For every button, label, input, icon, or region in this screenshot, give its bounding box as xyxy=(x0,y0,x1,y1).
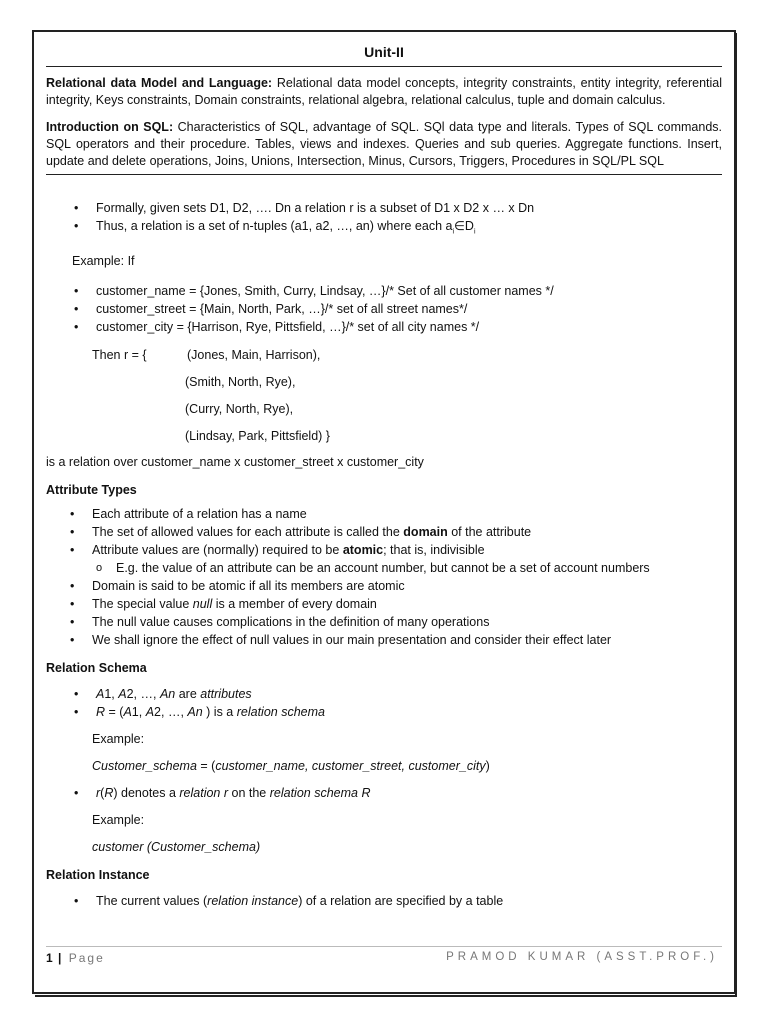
italic: An xyxy=(159,686,176,701)
domain-def: customer_city = {Harrison, Rye, Pittsfield, …} xyxy=(96,319,346,334)
attribute-types-heading: Attribute Types xyxy=(46,482,137,497)
list-item xyxy=(96,784,722,802)
page-separator: | xyxy=(52,951,69,965)
italic: R xyxy=(96,704,106,719)
text: on the xyxy=(228,785,270,800)
syllabus-relational xyxy=(46,75,722,109)
list-item: • Each attribute of a relation has a name xyxy=(92,505,722,523)
element-of-symbol: ∈D xyxy=(454,219,474,233)
author-name: PRAMOD KUMAR (ASST.PROF.) xyxy=(446,951,718,963)
item-text: of the attribute xyxy=(447,524,532,539)
italic: R xyxy=(104,785,114,800)
list-item xyxy=(96,703,722,721)
syllabus-block xyxy=(46,75,722,174)
text: = ( xyxy=(105,704,124,719)
list-item: • Formally, given sets D1, D2, …. Dn a relation r is a subset of D1 x D2 x … x Dn xyxy=(96,199,722,217)
syllabus-sql-text: Characteristics of SQL, advantage of SQL. SQl data type and literals. Types of SQL commands. SQL operators and their procedure. Tables, views and indexes. Queries and sub queries. Aggregate functions. Insert, update and delete operations, Joins, Unions, Intersection, Minus, Cursors, Triggers, Procedures in SQL/PL SQL xyxy=(46,120,722,168)
relation-tuple: (Lindsay, Park, Pittsfield) } xyxy=(185,428,330,443)
relation-example xyxy=(46,346,722,445)
text: = ( xyxy=(196,758,216,773)
list-item: • We shall ignore the effect of null values in our main presentation and consider their effect later xyxy=(92,631,722,649)
italic: A xyxy=(145,704,155,719)
page-footer xyxy=(46,946,722,969)
example-label: Example: If xyxy=(72,253,135,268)
tuple-text: Thus, a relation is a set of n-tuples (a1, a2, …, an) where each a xyxy=(96,219,453,233)
text: 2, …, xyxy=(126,686,160,701)
item-bold: domain xyxy=(403,524,448,539)
relation-tuple: (Smith, North, Rye), xyxy=(185,374,296,389)
list-item xyxy=(92,595,722,613)
schema-example-label: Example: xyxy=(92,731,145,746)
domain-comment: /* set of all street names*/ xyxy=(324,301,468,316)
syllabus-rule xyxy=(46,174,722,175)
relation-instance-heading: Relation Instance xyxy=(46,867,150,882)
italic: A xyxy=(96,686,105,701)
relation-tuple: (Curry, North, Rye), xyxy=(185,401,294,416)
formal-definition-list xyxy=(46,199,722,242)
italic: An xyxy=(187,704,203,719)
page-word: Page xyxy=(68,951,105,965)
italic: customer_name, customer_street, customer_city xyxy=(215,758,486,773)
italic: relation r xyxy=(179,785,229,800)
item-text: The special value xyxy=(92,596,193,611)
domain-comment: /* Set of all customer names */ xyxy=(385,283,554,298)
list-item xyxy=(92,523,722,541)
item-italic: null xyxy=(192,596,213,611)
title-rule xyxy=(46,66,722,67)
relation-open: Then r = { xyxy=(92,347,147,362)
text: ) denotes a xyxy=(113,785,180,800)
text: ) of a relation are specified by a table xyxy=(298,893,504,908)
list-item xyxy=(96,282,722,300)
page-number xyxy=(46,951,105,965)
text: ) xyxy=(485,758,490,773)
text: 2, …, xyxy=(154,704,188,719)
text: ) is a xyxy=(202,704,237,719)
italic: relation schema R xyxy=(269,785,371,800)
text: ( xyxy=(100,785,105,800)
syllabus-relational-text: Relational data model concepts, integrity constraints, entity integrity, referential integrity, Keys constraints, Domain constraints, relational algebra, relational calculus, tuple and domain calculus. xyxy=(46,76,722,107)
italic: Customer_schema xyxy=(92,758,197,773)
customer-relation xyxy=(46,838,722,856)
domain-def: customer_name = {Jones, Smith, Curry, Lindsay, …} xyxy=(96,283,386,298)
italic: A xyxy=(123,704,132,719)
syllabus-relational-heading: Relational data Model and Language: xyxy=(46,76,273,90)
list-item: • Domain is said to be atomic if all its members are atomic xyxy=(92,577,722,595)
list-item xyxy=(92,541,722,559)
domain-list xyxy=(46,282,722,336)
list-item xyxy=(96,217,722,242)
sub-list-item: o E.g. the value of an attribute can be an account number, but cannot be a set of account numbers xyxy=(116,559,722,577)
page-number-value: 1 xyxy=(46,951,53,965)
text: 1, xyxy=(131,704,146,719)
italic: A xyxy=(118,686,127,701)
list-item xyxy=(96,892,722,910)
relation-schema-heading: Relation Schema xyxy=(46,660,147,675)
item-text: The set of allowed values for each attribute is called the xyxy=(92,524,404,539)
attribute-types-list xyxy=(46,505,722,649)
subscript: i xyxy=(452,228,455,236)
relation-tuple: (Jones, Main, Harrison), xyxy=(187,347,321,362)
domain-def: customer_street = {Main, North, Park, …} xyxy=(96,301,325,316)
italic: customer (Customer_schema) xyxy=(92,839,261,854)
text: 1, xyxy=(104,686,119,701)
subscript: i xyxy=(473,228,476,236)
domain-comment: /* set of all city names */ xyxy=(345,319,480,334)
relation-first-line xyxy=(92,346,722,364)
text: are xyxy=(175,686,201,701)
list-item xyxy=(96,300,722,318)
relation-schema-section xyxy=(46,659,722,856)
list-item xyxy=(96,685,722,703)
italic: attributes xyxy=(200,686,252,701)
relation-instance-section xyxy=(46,866,722,910)
schema-example-label: Example: xyxy=(92,812,145,827)
attribute-types-section xyxy=(46,481,722,649)
list-item xyxy=(96,318,722,336)
list-item: • The null value causes complications in the definition of many operations xyxy=(92,613,722,631)
relation-instance-list xyxy=(46,892,722,910)
relation-schema-list-2 xyxy=(46,784,722,802)
item-bold: atomic xyxy=(342,542,384,557)
item-text: Attribute values are (normally) required to be xyxy=(92,542,343,557)
italic: relation schema xyxy=(236,704,325,719)
unit-title: Unit-II xyxy=(364,44,404,60)
syllabus-sql-heading: Introduction on SQL: xyxy=(46,120,174,134)
text: The current values ( xyxy=(96,893,208,908)
italic: r xyxy=(96,785,101,800)
syllabus-sql xyxy=(46,119,722,170)
relation-over-text: is a relation over customer_name x customer_street x customer_city xyxy=(46,454,424,469)
relation-schema-list xyxy=(46,685,722,721)
customer-schema-def xyxy=(46,757,722,775)
italic: relation instance xyxy=(207,893,299,908)
document-page xyxy=(46,44,722,910)
item-text: ; that is, indivisible xyxy=(383,542,485,557)
item-text: is a member of every domain xyxy=(212,596,377,611)
